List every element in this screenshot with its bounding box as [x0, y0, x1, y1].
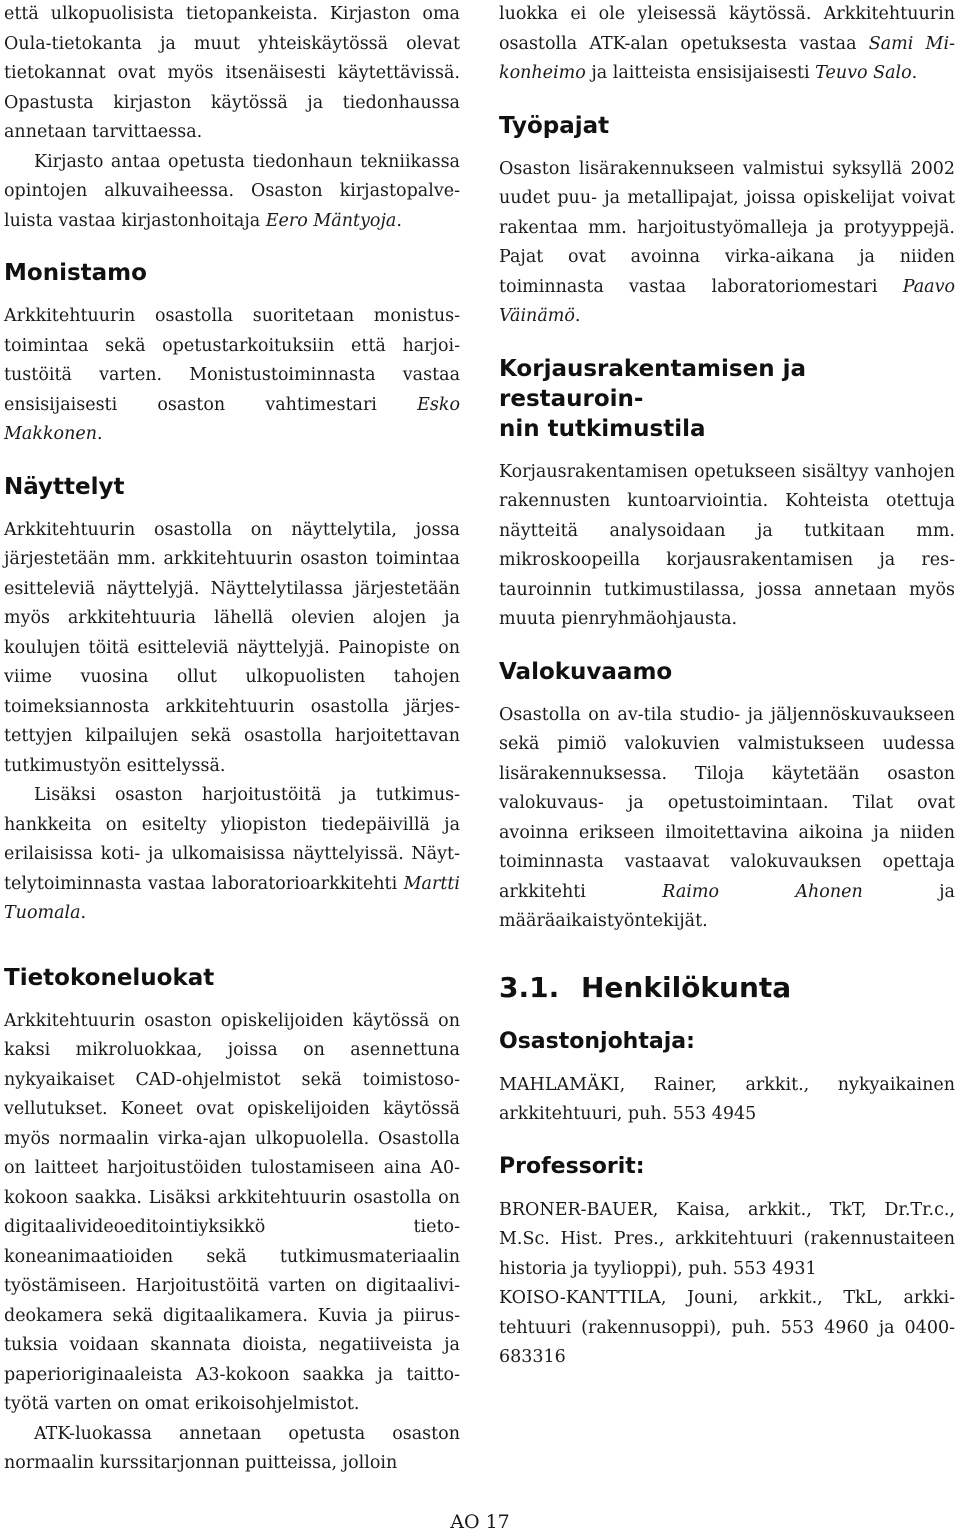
section-heading-henkilokunta — [499, 971, 955, 1005]
tyopajat-paragraph: Osaston lisärakennukseen valmistui syksyllä 2002 uudet puu- ja metallipajat, joissa opiskelijat voivat rakentaa mm. harjoitustyömalleja ja protyyppejä. Pajat ovat avoinna virka-aikana ja niiden toiminnasta vastaa laboratoriomestari Paavo Väinämö. — [499, 158, 955, 326]
page-number: AO 17 — [450, 1511, 510, 1533]
professor-entry: KOISO-KANTTILA, Jouni, arkkit., TkL, arkkitehtuuri (rakennusoppi), puh. 553 4960 ja 0400-683316 — [499, 1288, 955, 1367]
person-name: Eero Mäntyoja — [265, 210, 397, 231]
professor-entry: BRONER-BAUER, Kaisa, arkkit., TkT, Dr.Tr.c., M.Sc. Hist. Pres., arkkitehtuuri (rakennustaiteen historia ja tyylioppi), puh. 553 4931 — [499, 1199, 955, 1279]
person-name: Raimo Ahonen — [662, 881, 863, 902]
korjaus-paragraph: Korjausrakentamisen opetukseen sisältyy vanhojen rakennusten kuntoarviointia. Kohteista otettuja näytteitä analysoidaan ja tutkitaan mm. mikroskoopeilla korjausrakentamisen ja restauroinnin tutkimustilassa, jossa annetaan myös muuta pienryhmäohjausta. — [499, 461, 955, 629]
heading-tietokoneluokat: Tietokoneluokat — [4, 964, 215, 991]
person-name: Sami Mikonheimo — [499, 33, 955, 83]
tietokoneluokat-paragraph-2: ATK-luokassa annetaan opetusta osaston normaalin kurssitarjonnan puitteissa, jolloin — [4, 1423, 460, 1473]
heading-professorit: Professorit: — [499, 1153, 645, 1179]
person-name: Teuvo Salo — [815, 63, 912, 83]
continuation-paragraph: luokka ei ole yleisessä käytössä. Arkkitehtuurin osastolla ATK-alan opetuksesta vastaa Sami Mikonheimo ja laitteista ensisijaisesti Teuvo Salo. — [499, 4, 955, 83]
nayttelyt-paragraph-1: Arkkitehtuurin osastolla on näyttelytila, jossa järjestetään mm. arkkitehtuurin osaston toimintaa esitteleviä näyttelyjä. Näyttelytilassa järjestetään myös arkkitehtuuria lähellä olevien alojen ja koulujen töitä esitteleviä näyttelyjä. Painopiste on viime vuosina ollut ulkopuolisten tahojen toimeksiannosta arkkitehtuurin osastolla järjestettyjen kilpailujen sekä osastolla harjoitettavan tutkimustyön esittelyssä. — [4, 519, 460, 776]
person-name: Martti Tuomala — [4, 873, 460, 923]
heading-nayttelyt: Näyttelyt — [4, 473, 125, 500]
intro-paragraph-2: Kirjasto antaa opetusta tiedonhaun tekniikassa opintojen alkuvaiheessa. Osaston kirjastopalveluista vastaa kirjastonhoitaja Eero Mäntyoja. — [4, 151, 460, 231]
section-number: 3.1. — [499, 970, 560, 1004]
heading-valokuvaamo: Valokuvaamo — [499, 658, 673, 685]
valokuvaamo-paragraph: Osastolla on av-tila studio- ja jäljennöskuvaukseen sekä pimiö valokuvien valmistukseen uudessa lisärakennuksessa. Tiloja käytetään osaston valokuvaus- ja opetustoimintaan. Tilat ovat avoinna erikseen ilmoitettavina aikoina ja niiden toiminnasta vastaavat valokuvauksen opettaja arkkitehti Raimo Ahonen ja määräaikaistyöntekijät. — [499, 704, 955, 931]
left-column — [4, 0, 460, 1479]
right-column — [499, 0, 955, 1373]
person-name: Esko Makkonen — [4, 394, 460, 444]
heading-monistamo: Monistamo — [4, 260, 147, 286]
monistamo-paragraph: Arkkitehtuurin osastolla suoritetaan monistustoimintaa sekä opetustarkoituksiin että harjoitustöitä varten. Monistustoiminnasta vastaa ensisijaisesti osaston vahtimestari Esko Makkonen. — [4, 306, 460, 444]
heading-tyopajat: Työpajat — [499, 112, 610, 139]
tietokoneluokat-paragraph-1: Arkkitehtuurin osaston opiskelijoiden käytössä on kaksi mikroluokkaa, joissa on asennettuna nykyaikaiset CAD-ohjelmistot sekä toimistosovellutukset. Koneet ovat opiskelijoiden käytössä myös normaalin virka-ajan ulkopuolella. Osastolla on laitteet harjoitustöiden tulostamiseen aina A0-kokoon saakka. Lisäksi arkkitehtuurin osastolla on digitaalivideoeditointiyksikkö tietokoneanimaatioiden sekä tutkimusmateriaalin työstämiseen. Harjoitustöitä varten on digitaalivideokamera sekä digitaalikamera. Kuvia ja piirustuksia voidaan skannata dioista, negatiiveista ja paperioriginaaleista A3-kokoon saakka ja taittotyötä varten on omat erikoisohjelmistot. — [4, 1010, 460, 1414]
osastonjohtaja-entry: MAHLAMÄKI, Rainer, arkkit., nykyaikainen arkkitehtuuri, puh. 553 4945 — [499, 1074, 955, 1124]
section-title: Henkilökunta — [581, 970, 792, 1004]
person-name: Paavo Väinämö — [499, 276, 955, 326]
intro-paragraph-1: että ulkopuolisista tietopankeista. Kirjaston oma Oula-tietokanta ja muut yhteiskäytössä olevat tietokannat ovat myös itsenäisesti käytettävissä. Opastusta kirjaston käytössä ja tiedonhaussa annetaan tarvittaessa. — [4, 4, 460, 142]
heading-osastonjohtaja: Osastonjohtaja: — [499, 1028, 695, 1054]
nayttelyt-paragraph-2: Lisäksi osaston harjoitustöitä ja tutkimushankkeita on esitelty yliopiston tiedepäivillä ja erilaisissa koti- ja ulkomaisissa näyttelyissä. Näyttelytoiminnasta vastaa laboratorioarkkitehti Martti Tuomala. — [4, 785, 460, 923]
heading-korjausrakentaminen: Korjausrakentamisen ja restauroin- nin tutkimustila — [499, 355, 806, 442]
